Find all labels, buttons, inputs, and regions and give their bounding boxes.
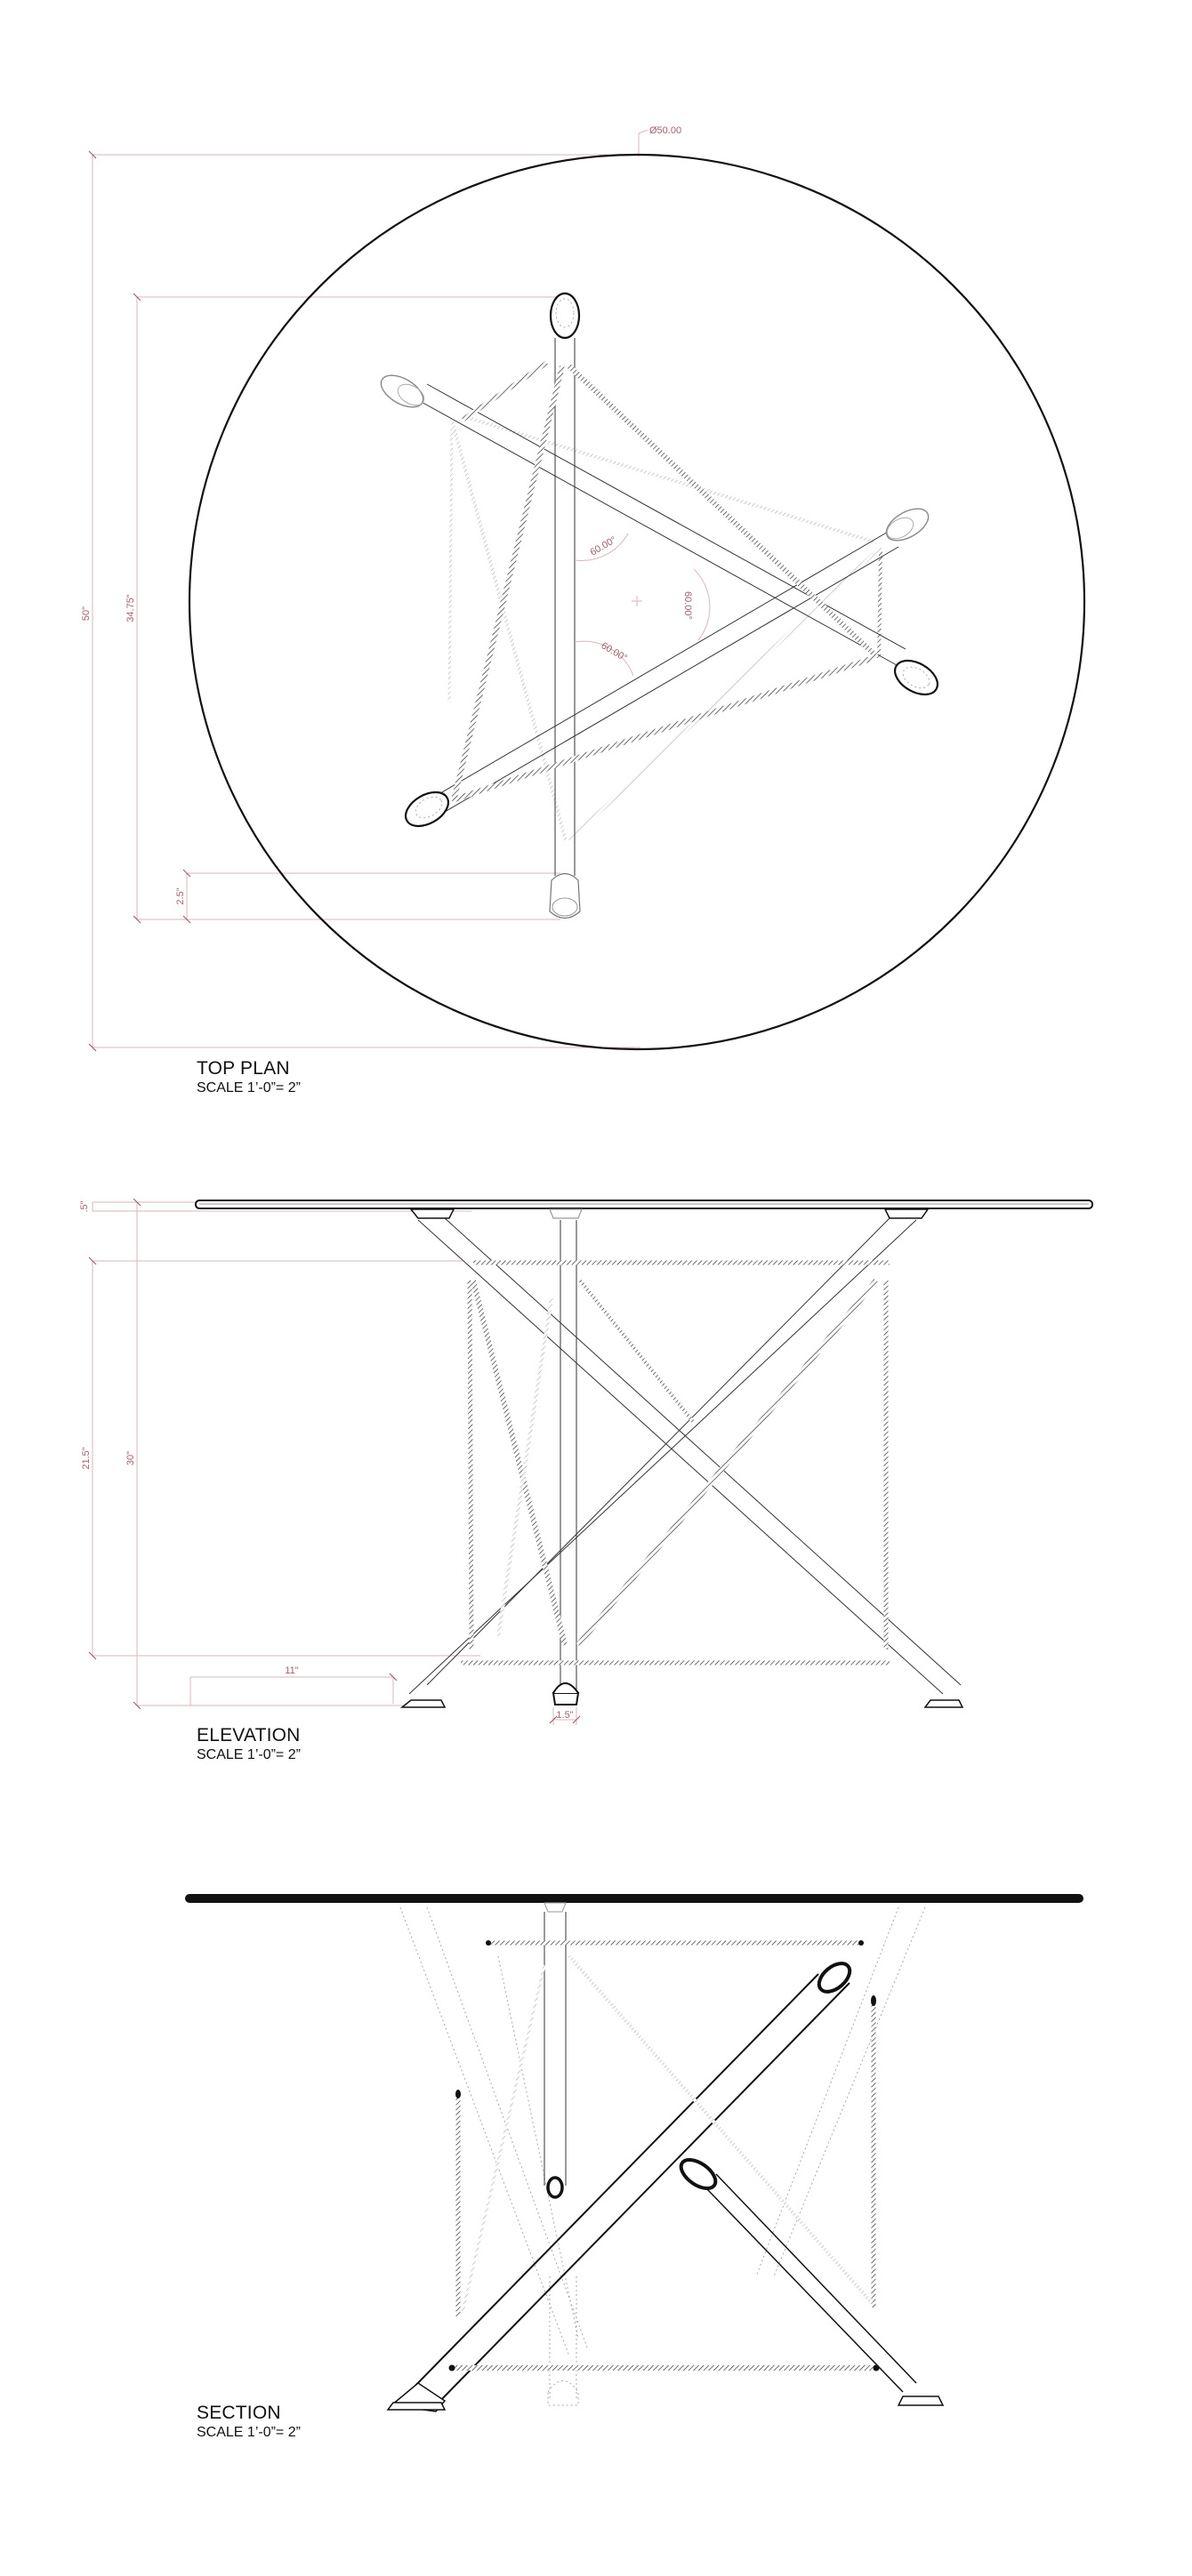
dim-setback: 11" xyxy=(285,1665,299,1676)
angle-label-2: 60.00° xyxy=(599,640,630,664)
elevation-dimensions xyxy=(89,1199,580,1725)
top-plan-view xyxy=(81,125,1084,1051)
section-center-post xyxy=(544,1903,566,2197)
dim-leg-height: 21.5" xyxy=(81,1447,92,1470)
elevation-title: ELEVATION xyxy=(197,1725,301,1745)
tube-diagonal-b xyxy=(399,502,933,833)
top-plan-scale: SCALE 1’-0”= 2” xyxy=(197,1080,301,1095)
elevation-title-block xyxy=(197,1725,301,1764)
upper-rope-triangle xyxy=(452,363,876,800)
dim-foot-offset: 2.5" xyxy=(175,887,186,905)
section-vertical-ropes xyxy=(455,1956,876,2316)
elevation-tubes xyxy=(402,1209,962,1707)
dim-foot-width: 1.5" xyxy=(556,1710,574,1721)
top-plan-title: TOP PLAN xyxy=(197,1058,290,1079)
elevation-scale: SCALE 1’-0”= 2” xyxy=(197,1747,301,1762)
section-scale: SCALE 1’-0”= 2” xyxy=(197,2425,301,2440)
section-view xyxy=(185,1894,1083,2411)
elevation-ropes xyxy=(461,1263,890,1663)
dim-top-thickness: .5" xyxy=(79,1200,90,1213)
dim-overall-width: 50" xyxy=(81,606,92,622)
section-table-top xyxy=(185,1894,1083,1903)
section-title-block xyxy=(197,2403,301,2442)
top-plan-title-block xyxy=(197,1058,301,1097)
angle-label-1: 60.00° xyxy=(588,534,619,558)
section-title: SECTION xyxy=(197,2403,281,2423)
angle-label-3: 60.00° xyxy=(682,591,693,620)
dim-overall-height: 30" xyxy=(125,1450,136,1466)
dim-diameter: Ø50.00 xyxy=(649,125,682,136)
dim-base-span: 34.75" xyxy=(125,594,136,622)
elevation-view xyxy=(79,1199,1092,1725)
